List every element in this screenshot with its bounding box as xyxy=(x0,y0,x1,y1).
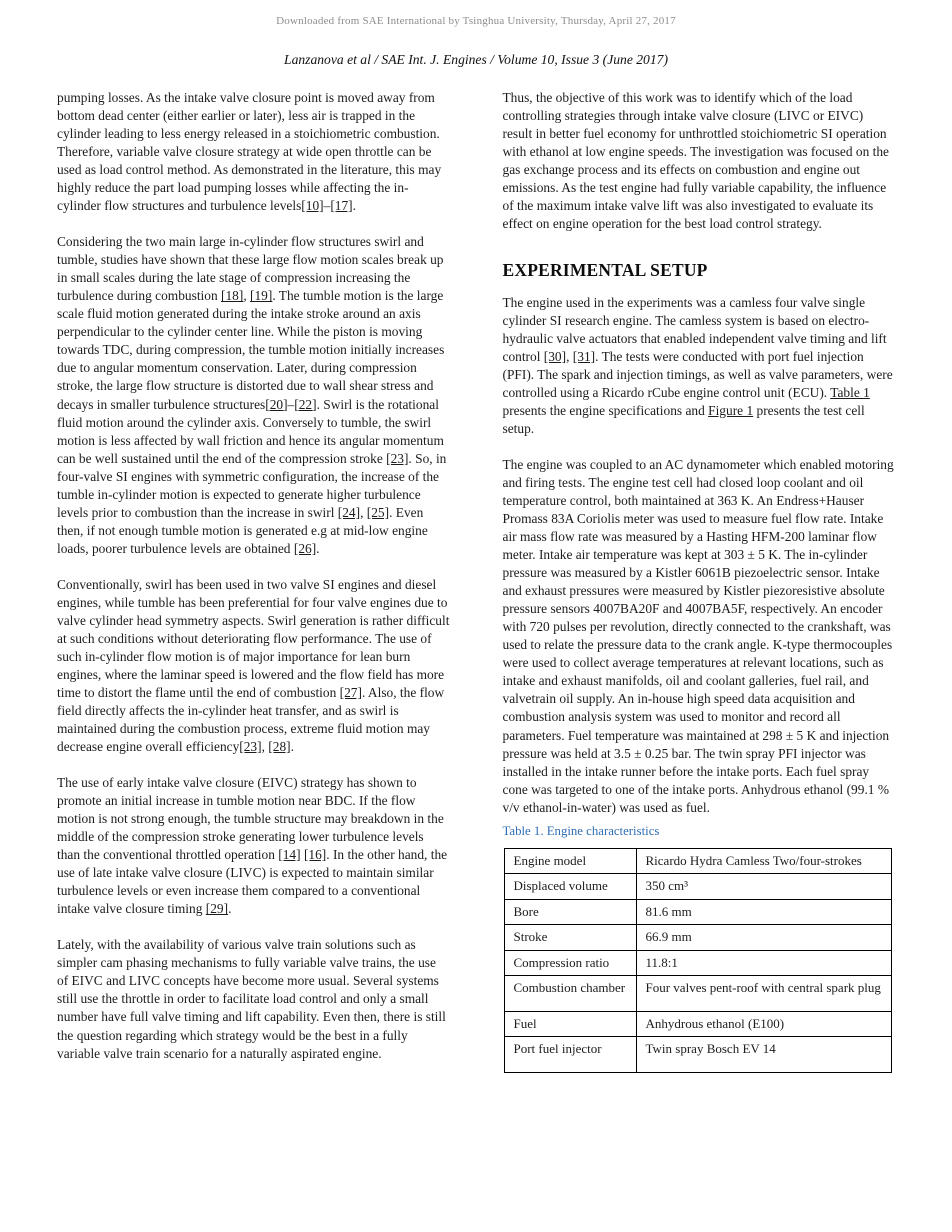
reference-link-26[interactable]: [26] xyxy=(293,540,317,556)
text-run: . xyxy=(290,739,294,755)
reference-link-29[interactable]: [29] xyxy=(205,901,229,917)
text-run: – xyxy=(287,396,295,412)
reference-link-14[interactable]: [14] xyxy=(278,847,301,863)
text-run: . The tumble motion is the large scale fluid motion generated during the intake stroke around an axis perpendicular to the cylinder center line. While the piston is moving towards TDC, during compression, the tumble motion initially increases due to angular momentum conservation. Later, during compression stroke, the large flow structure is distorted due to wall shear stress and decays in smaller turbulence structures xyxy=(57,288,445,412)
engine-characteristics-table xyxy=(504,848,892,1073)
download-provenance-note: Downloaded from SAE International by Tsinghua University, Thursday, April 27, 2017 xyxy=(276,15,676,27)
journal-citation: Lanzanova et al / SAE Int. J. Engines / Volume 10, Issue 3 (June 2017) xyxy=(284,52,668,67)
paragraph xyxy=(503,456,896,817)
objective-paragraphs xyxy=(503,89,896,233)
reference-link-16[interactable]: [16] xyxy=(303,847,327,863)
table-cell-label: Engine model xyxy=(504,848,636,873)
text-run: . In the other hand, the use of late intake valve closure (LIVC) is expected to maintain similar turbulence levels or even increase them compared to a conventional intake valve closure timing xyxy=(57,847,448,917)
table-row xyxy=(504,950,891,975)
text-run: Conventionally, swirl has been used in two valve SI engines and diesel engines, while tumble has been preferential for four valve engines due to valve cylinder head symmetry aspects. Swirl generation is rather difficult at such conditions without deteriorating flow performance. The use of such in-cylinder flow motion is of major importance for lean burn engines, where the laminar speed is lowered and the flow field has more time to distort the flame until the end of combustion xyxy=(57,576,450,700)
text-run: . Also, the flow field directly affects the in-cylinder heat transfer, and as swirl is maintained during the combustion process, extreme fluid motion may decrease engine overall efficiency xyxy=(57,684,445,755)
text-run: The engine was coupled to an AC dynamometer which enabled motoring and firing tests. The engine test cell had closed loop coolant and oil temperature control, both maintained at 363 K. An Endress+Hauser Promass 83A Coriolis meter was used to measure fuel flow rate. Intake air mass flow rate was measured by a Hasting HFM-200 laminar flow meter. Intake air temperature was kept at 303 ± 5 K. The in-cylinder pressure was measured by a Kistler 6061B piezoelectric sensor. Intake and exhaust pressures were measured by Kistler piezoresistive absolute pressure sensors 4007BA20F and 4007BA5F, respectively. An encoder with 720 pulses per revolution, directly connected to the crankshaft, was used to relate the pressure data to the crank angle. K-type thermocouples were used to collect average temperatures at relevant locations, such as intake and exhaust manifolds, oil and coolant galleries, fuel rail, and valvetrain oil supply. An in-house high speed data acquisition and combustion analysis system was used to monitor and record all parameters. Fuel temperature was maintained at 298 ± 5 K and injection pressure was held at 3.5 ± 0.25 bar. The twin spray PFI injector was installed in the intake runner before the intake ports. Each fuel spray cone was targeted to one of the intake ports. Anhydrous ethanol (99.1 % v/v ethanol-in-water) was used as fuel. xyxy=(502,457,894,815)
table-cell-value: 350 cm³ xyxy=(636,874,891,899)
paragraph xyxy=(57,89,450,215)
text-run: Thus, the objective of this work was to identify which of the load controlling strategies through intake valve closure (LIVC or EIVC) result in better fuel economy for unthrottled stoichiometric SI operation with ethanol at low engine speeds. The investigation was focused on the gas exchange process and its effects on combustion and engine out emissions. As the test engine had fully variable capability, the influence of the maximum intake valve lift was also investigated to evaluate its effect on engine operation for the best load control strategy. xyxy=(502,90,890,232)
table-1-caption: Table 1. Engine characteristics xyxy=(502,823,660,838)
reference-link-10[interactable]: [10] xyxy=(301,198,324,214)
table-row xyxy=(504,976,891,1011)
table-1-link[interactable]: Table 1 xyxy=(830,384,870,400)
text-run: pumping losses. As the intake valve closure point is moved away from bottom dead center (either earlier or later), less air is trapped in the cylinder leading to less energy released in a stoichiometric combustion. Therefore, variable valve closure strategy at wide open throttle can be used as load control method. As demonstrated in the literature, this may highly reduce the part load pumping losses while affecting the in-cylinder flow structures and turbulence levels xyxy=(57,90,442,214)
table-cell-value: Four valves pent-roof with central spark plug xyxy=(636,976,891,1011)
paragraph xyxy=(57,936,450,1062)
text-run: . xyxy=(228,901,232,917)
reference-link-23[interactable]: [23] xyxy=(386,450,409,466)
section-heading-experimental-setup: EXPERIMENTAL SETUP xyxy=(502,260,708,281)
table-row xyxy=(504,899,891,924)
reference-link-20[interactable]: [20] xyxy=(265,396,288,412)
reference-link-30[interactable]: [30] xyxy=(543,348,567,364)
figure-1-link[interactable]: Figure 1 xyxy=(708,402,754,418)
text-run: . So, in four-valve SI engines with symmetric configuration, the increase of the tumble in-cylinder motion is expected to generate higher turbulence levels prior to combustion than the increase in swirl xyxy=(57,450,447,520)
text-run: . The tests were conducted with port fuel injection (PFI). The spark and injection timings, as well as valve parameters, were controlled using a Ricardo rCube engine control unit (ECU). xyxy=(502,348,893,400)
reference-link-31[interactable]: [31] xyxy=(572,348,596,364)
text-run: . Even then, if not enough tumble motion is generated e.g at mid-low engine loads, poorer turbulence levels are obtained xyxy=(57,504,428,556)
table-cell-label: Fuel xyxy=(504,1011,636,1036)
reference-link-18[interactable]: [18] xyxy=(221,288,244,304)
table-cell-label: Port fuel injector xyxy=(504,1037,636,1072)
text-run: The engine used in the experiments was a camless four valve single cylinder SI research engine. The camless system is based on electro-hydraulic valve actuators that enabled independent valve timing and lift control xyxy=(502,294,887,364)
text-run: , xyxy=(261,739,269,755)
text-run: presents the test cell setup. xyxy=(502,402,865,436)
table-cell-value: 66.9 mm xyxy=(636,925,891,950)
table-cell-value: 81.6 mm xyxy=(636,899,891,924)
reference-link-28[interactable]: [28] xyxy=(268,739,291,755)
text-run: – xyxy=(323,198,331,214)
text-run: The use of early intake valve closure (EIVC) strategy has shown to promote an initial increase in tumble motion near BDC. If the flow motion is not strong enough, the tumble structure may breakdown in the middle of the compression stroke generating lower turbulence levels than the conventional throttled operation xyxy=(57,775,444,863)
table-cell-value: Twin spray Bosch EV 14 xyxy=(636,1037,891,1072)
right-column xyxy=(503,89,896,1073)
table-row xyxy=(504,1037,891,1072)
two-column-body xyxy=(0,89,952,1073)
reference-link-17[interactable]: [17] xyxy=(330,198,353,214)
reference-link-24[interactable]: [24] xyxy=(337,504,361,520)
text-run: , xyxy=(243,288,251,304)
reference-link-23[interactable]: [23] xyxy=(239,739,262,755)
reference-link-19[interactable]: [19] xyxy=(250,288,273,304)
table-row xyxy=(504,848,891,873)
text-run: , xyxy=(566,348,573,364)
reference-link-27[interactable]: [27] xyxy=(339,684,362,700)
experimental-setup-paragraphs xyxy=(503,294,896,817)
table-cell-value: 11.8:1 xyxy=(636,950,891,975)
reference-link-22[interactable]: [22] xyxy=(294,396,317,412)
table-cell-label: Displaced volume xyxy=(504,874,636,899)
table-cell-label: Bore xyxy=(504,899,636,924)
table-cell-value: Ricardo Hydra Camless Two/four-strokes xyxy=(636,848,891,873)
text-run: . Swirl is the rotational fluid motion around the cylinder axis. Conversely to tumble, the swirl motion is less affected by wall friction and hence its angular momentum can be well sustained until the end of the compression stroke xyxy=(57,396,444,466)
table-row xyxy=(504,874,891,899)
table-row xyxy=(504,925,891,950)
table-cell-value: Anhydrous ethanol (E100) xyxy=(636,1011,891,1036)
paragraph xyxy=(57,576,450,756)
table-row xyxy=(504,1011,891,1036)
text-run: Considering the two main large in-cylinder flow structures swirl and tumble, studies have shown that these large flow motion scales break up in small scales during the late stage of compression increasing the turbulence during combustion xyxy=(57,234,444,304)
paragraph xyxy=(503,294,896,438)
table-cell-label: Combustion chamber xyxy=(504,976,636,1011)
left-column xyxy=(57,89,450,1073)
paragraph xyxy=(57,233,450,558)
text-run: . xyxy=(316,540,320,556)
table-cell-label: Stroke xyxy=(504,925,636,950)
text-run: Lately, with the availability of various valve train solutions such as simpler cam phasing mechanisms to fully variable valve trains, the use of EIVC and LIVC concepts have become more usual. Several systems still use the throttle in order to facilitate load control and only a small number have full valve timing and lift capability. Even then, there is still the question regarding which strategy would be the best in a fully variable valve train scenario for a naturally aspirated engine. xyxy=(57,937,446,1061)
text-run: . xyxy=(352,198,356,214)
text-run: , xyxy=(360,504,367,520)
reference-link-25[interactable]: [25] xyxy=(366,504,390,520)
paragraph xyxy=(57,774,450,918)
table-cell-label: Compression ratio xyxy=(504,950,636,975)
text-run: presents the engine specifications and xyxy=(502,402,709,418)
paragraph xyxy=(503,89,896,233)
